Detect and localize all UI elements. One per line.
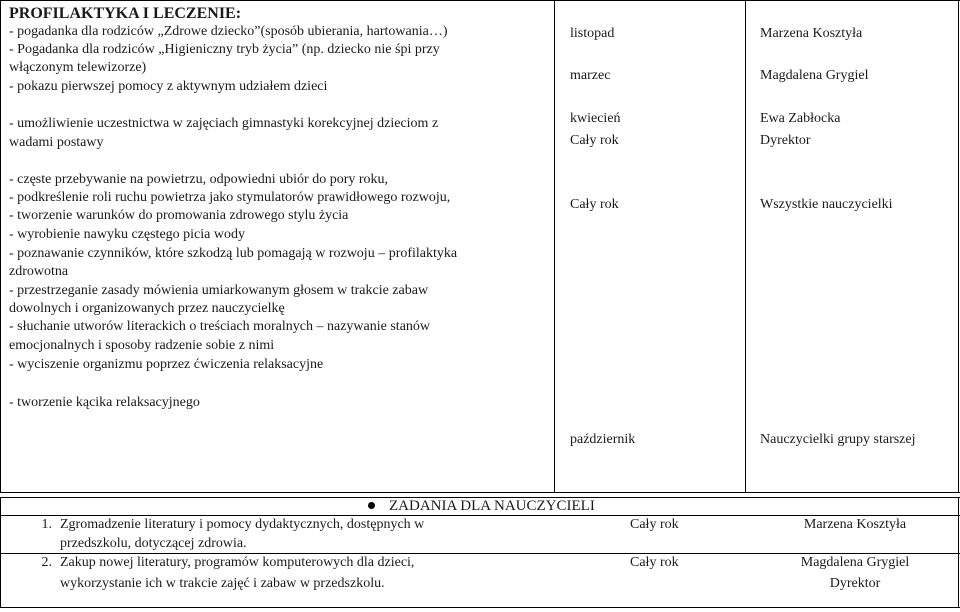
task-text: - podkreślenie roli ruchu powietrza jako stymulatorów prawidłowego rozwoju, <box>9 190 451 205</box>
task-text: - umożliwienie uczestnictwa w zajęciach gimnastyki korekcyjnej dzieciom z <box>9 116 439 131</box>
item-term: Cały rok <box>630 517 679 532</box>
task-text: - poznawanie czynników, które szkodzą lub pomagają w rozwoju – profilaktyka <box>9 246 458 261</box>
top-table-border-top <box>0 0 960 1</box>
task-text: - częste przebywanie na powietrzu, odpowiedni ubiór do pory roku, <box>9 172 389 187</box>
top-table-border-left <box>0 0 1 493</box>
item-number: 2. <box>41 555 52 570</box>
task-text: zdrowotna <box>9 264 69 279</box>
task-text: - przestrzeganie zasady mówienia umiarkowanym głosem w trakcie zabaw <box>9 283 429 298</box>
bullet-icon <box>368 502 375 509</box>
item-person: Dyrektor <box>829 576 881 591</box>
item-number: 1. <box>41 517 52 532</box>
task-text: włączonym telewizorze) <box>9 60 147 75</box>
person-cell: Dyrektor <box>760 133 811 148</box>
section-heading: PROFILAKTYKA I LECZENIE: <box>9 5 242 22</box>
term-cell: kwiecień <box>570 111 621 126</box>
task-text: dowolnych i organizowanych przez nauczycielkę <box>9 301 285 316</box>
task-text: - wyciszenie organizmu poprzez ćwiczenia relaksacyjne <box>9 357 324 372</box>
task-text: - tworzenie kącika relaksacyjnego <box>9 395 200 410</box>
bottom-table-border-right <box>958 497 959 608</box>
task-text: wadami postawy <box>9 135 104 150</box>
person-cell: Nauczycielki grupy starszej <box>760 432 916 447</box>
person-cell: Ewa Zabłocka <box>760 111 841 126</box>
person-cell: Wszystkie nauczycielki <box>760 197 893 212</box>
item-text: wykorzystanie ich w trakcie zajęć i zabaw w przedszkolu. <box>60 576 385 591</box>
task-text: emocjonalnych i sposoby radzenie sobie z nimi <box>9 338 275 353</box>
item-text: Zakup nowej literatury, programów komputerowych dla dzieci, <box>60 555 415 570</box>
term-cell: marzec <box>570 68 611 83</box>
task-text: - pogadanka dla rodziców „Zdrowe dziecko”(sposób ubierania, hartowania…) <box>9 24 448 39</box>
task-text: - tworzenie warunków do promowania zdrowego stylu życia <box>9 208 349 223</box>
top-table-border-right <box>958 0 959 493</box>
term-cell: Cały rok <box>570 133 619 148</box>
task-text: - słuchanie utworów literackich o treściach moralnych – nazywanie stanów <box>9 319 431 334</box>
term-cell: listopad <box>570 26 615 41</box>
bottom-table-border-left <box>0 497 1 608</box>
person-cell: Magdalena Grygiel <box>760 68 869 83</box>
term-cell: Cały rok <box>570 197 619 212</box>
term-cell: październik <box>570 432 636 447</box>
bottom-table-border-bottom <box>0 607 960 608</box>
item-text: Zgromadzenie literatury i pomocy dydaktycznych, dostępnych w <box>60 517 425 532</box>
top-table-divider-2 <box>745 0 746 493</box>
item-person: Marzena Kosztyła <box>803 517 907 532</box>
task-text: - wyrobienie nawyku częstego picia wody <box>9 227 245 242</box>
item-person: Magdalena Grygiel <box>800 555 910 570</box>
bottom-table-heading: ZADANIA DLA NAUCZYCIELI <box>389 498 595 514</box>
task-text: - pokazu pierwszej pomocy z aktywnym udziałem dzieci <box>9 79 328 94</box>
person-cell: Marzena Kosztyła <box>760 26 863 41</box>
item-text: przedszkolu, dotyczącej zdrowia. <box>60 536 247 551</box>
top-table-divider-1 <box>554 0 555 493</box>
top-table-border-bottom <box>0 492 960 493</box>
task-text: - Pogadanka dla rodziców „Higieniczny tryb życia” (np. dziecko nie śpi przy <box>9 42 440 57</box>
item-term: Cały rok <box>630 555 679 570</box>
